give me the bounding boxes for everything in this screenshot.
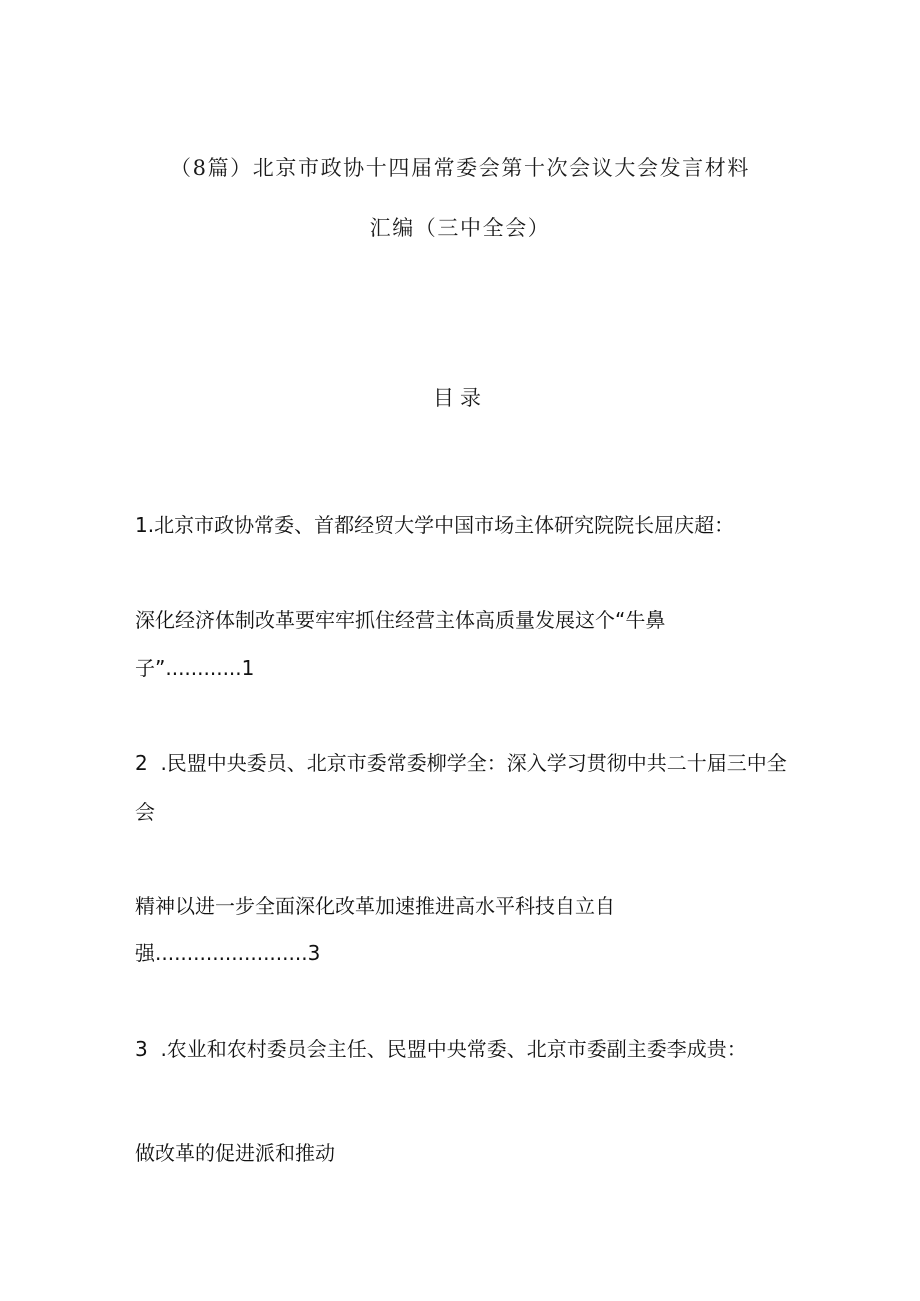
toc-item-2-heading-line-1: 2 .民盟中央委员、北京市委常委柳学全：深入学习贯彻中共二十届三中全 xyxy=(135,751,787,775)
document-title-line-2: 汇编（三中全会） xyxy=(369,216,551,240)
toc-item-2-heading-line-2: 会 xyxy=(135,800,155,824)
toc-item-2-title-line-2: 强........................3 xyxy=(135,941,321,965)
toc-item-1-heading: 1.北京市政协常委、首都经贸大学中国市场主体研究院院长屈庆超： xyxy=(135,513,735,537)
toc-item-1-title-line-2: 子”............1 xyxy=(135,656,255,680)
toc-item-1-title-line-1: 深化经济体制改革要牢牢抓住经营主体高质量发展这个“牛鼻 xyxy=(135,608,666,632)
toc-heading: 目录 xyxy=(433,386,487,410)
toc-item-3-title-line-1: 做改革的促进派和推动 xyxy=(135,1141,335,1165)
toc-item-3-heading: 3 .农业和农村委员会主任、民盟中央常委、北京市委副主委李成贵： xyxy=(135,1037,747,1061)
document-title-line-1: （8篇）北京市政协十四届常委会第十次会议大会发言材料 xyxy=(170,156,750,180)
toc-item-2-title-line-1: 精神以进一步全面深化改革加速推进高水平科技自立自 xyxy=(135,894,615,918)
